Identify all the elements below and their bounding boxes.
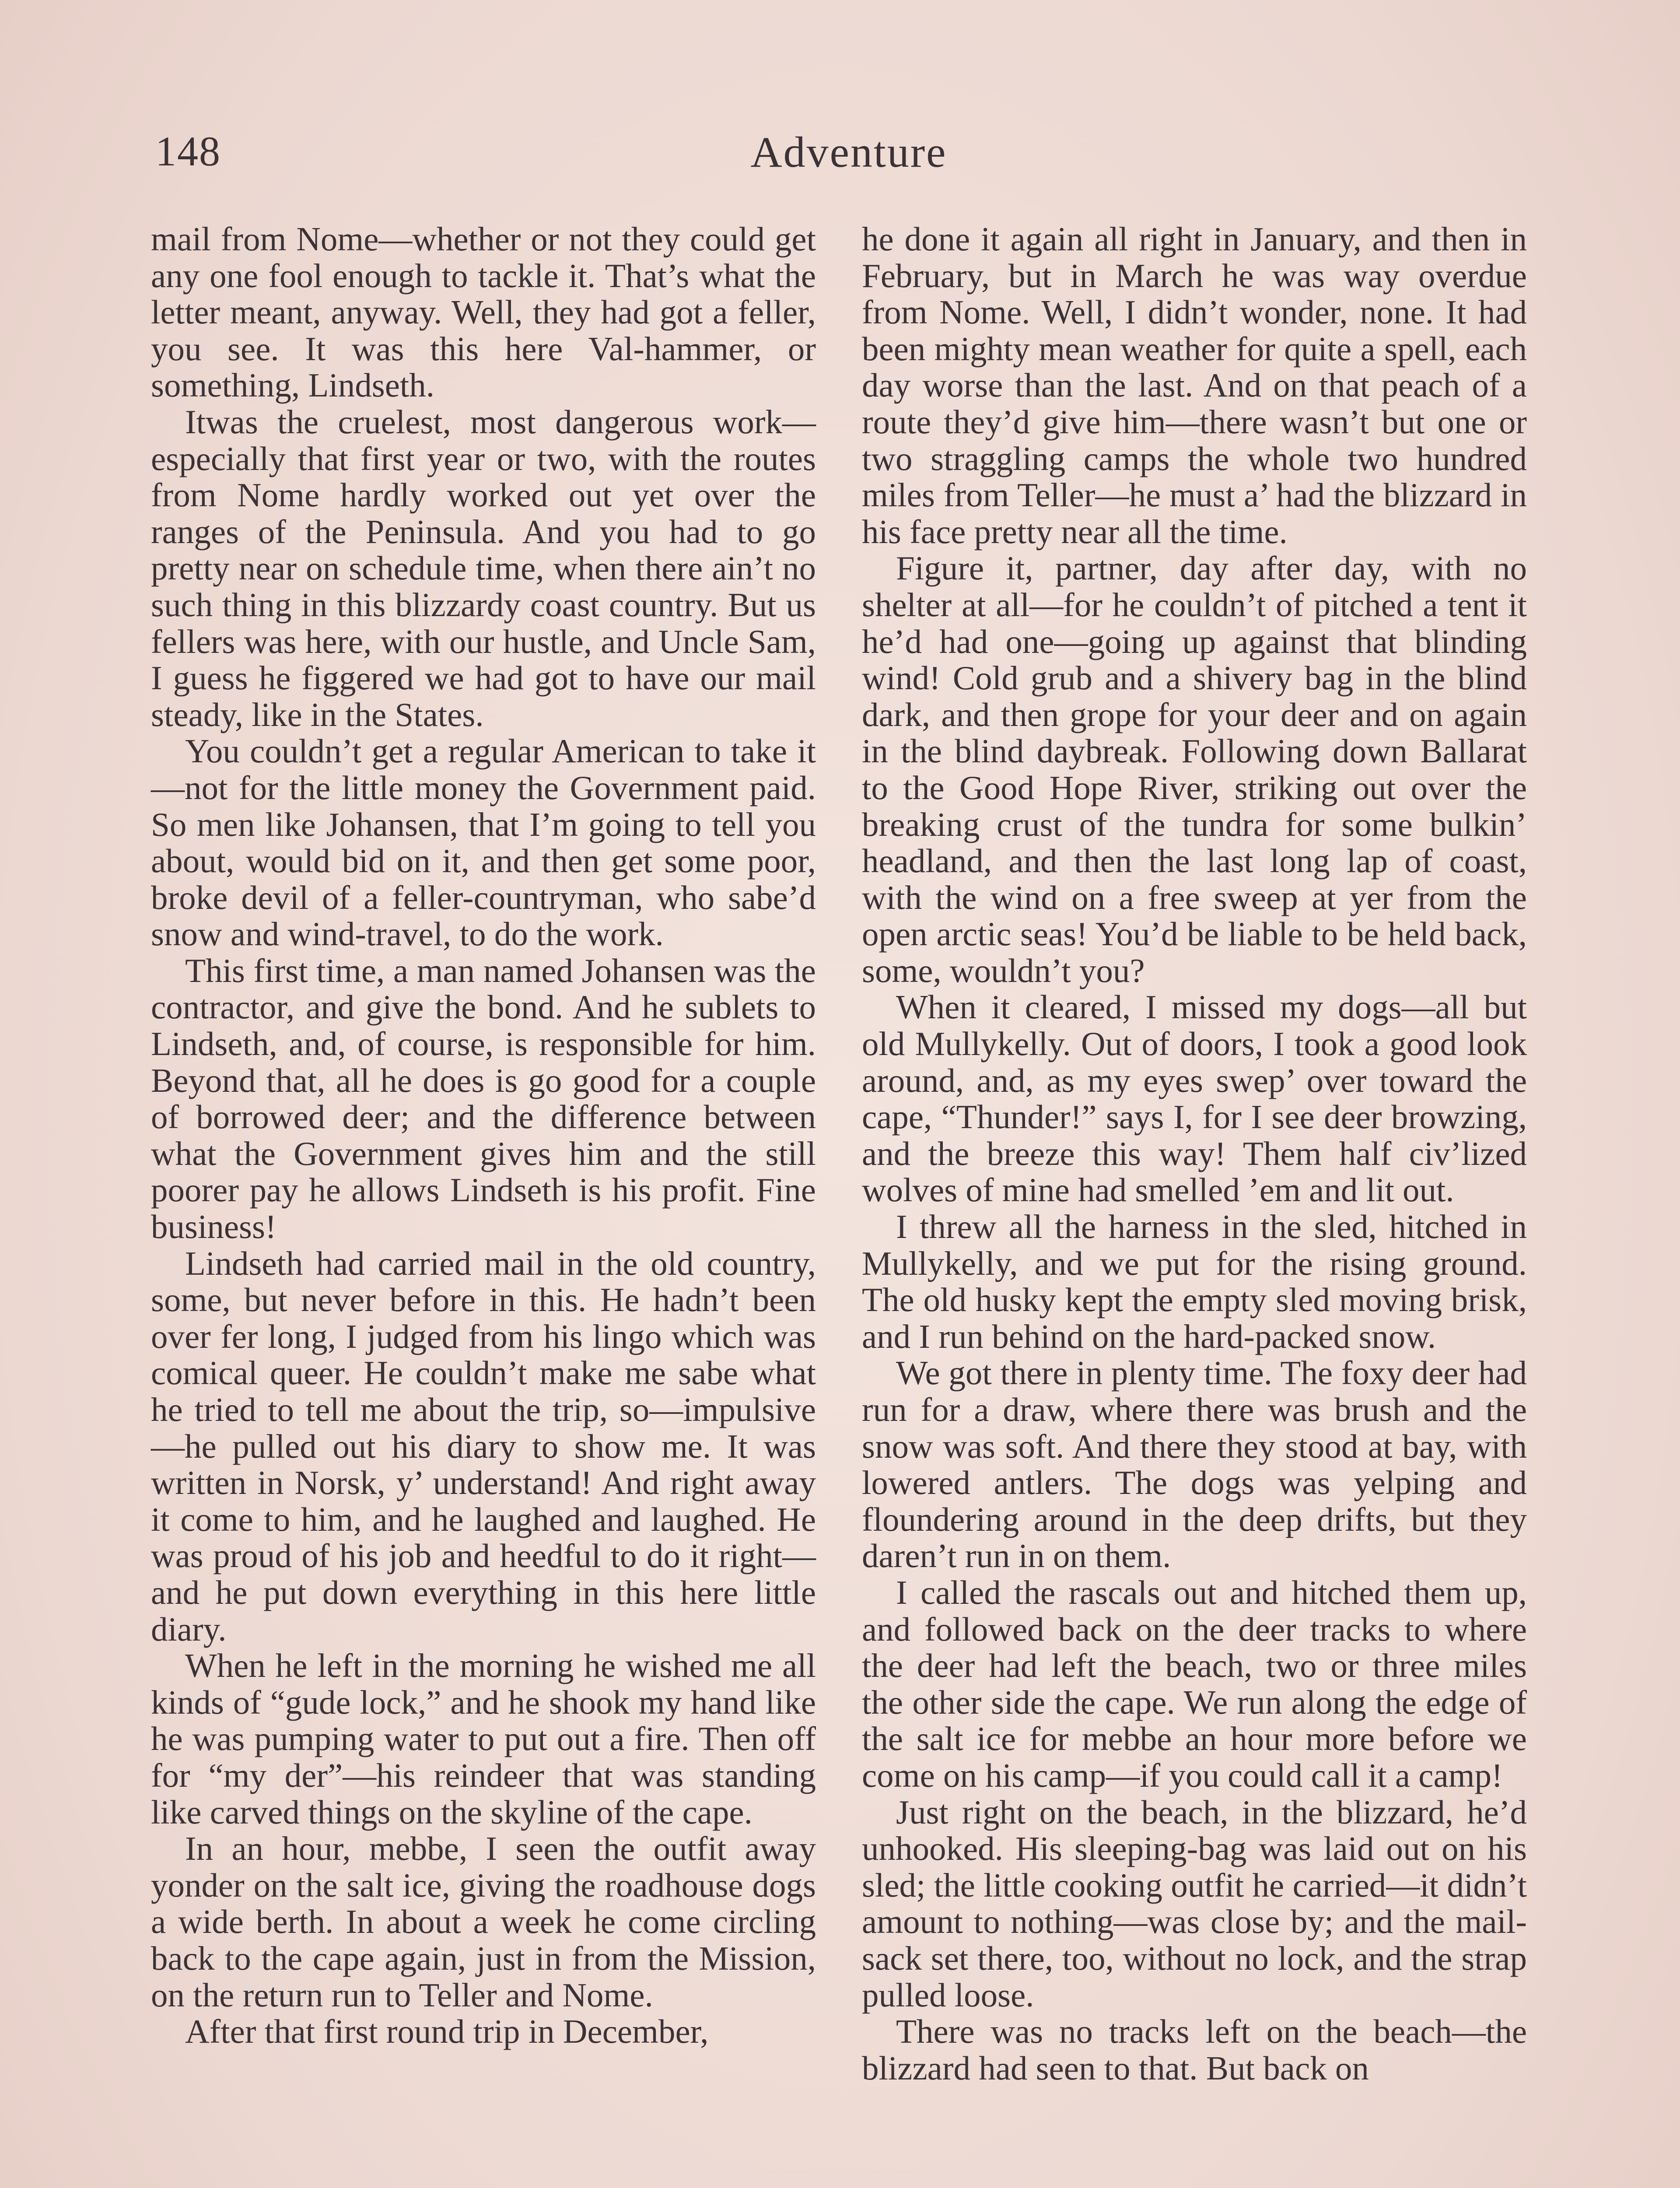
- paragraph: mail from Nome—whether or not they could get any one fool enough to tackle it. That’s what the letter meant, anyway. Well, they had got a feller, you see. It was this here Val-hammer, or something, Lindseth.: [151, 220, 816, 404]
- paragraph: You couldn’t get a regular American to take it—not for the little money the Government paid. So men like Johansen, that I’m going to tell you about, would bid on it, and then get some poor, broke devil of a feller-countryman, who sabe’d snow and wind-travel, to do the work.: [151, 732, 816, 953]
- paragraph: When he left in the morning he wished me all kinds of “gude lock,” and he shook my hand like he was pumping water to put out a fire. Then off for “my der”—his reindeer that was standing like carved things on the skyline of the cape.: [151, 1647, 816, 1831]
- paragraph: Just right on the beach, in the blizzard, he’d unhooked. His sleeping-bag was laid out on his sled; the little cooking outfit he carried—it didn’t amount to nothing—was close by; and the mail-sack set there, too, without no lock, and the strap pulled loose.: [862, 1793, 1527, 2014]
- paragraph: In an hour, mebbe, I seen the outfit away yonder on the salt ice, giving the roadhouse dogs a wide berth. In about a week he come circling back to the cape again, just in from the Mission, on the return run to Teller and Nome.: [151, 1830, 816, 2014]
- paragraph: After that first round trip in December,: [185, 2013, 709, 2051]
- paragraph: he done it again all right in January, and then in February, but in March he was way overdue from Nome. Well, I didn’t wonder, none. It had been mighty mean weather for quite a spell, each day worse than the last. And on that peach of a route they’d give him—there wasn’t but one or two straggling camps the whole two hundred miles from Teller—he must a’ had the blizzard in his face pretty near all the time.: [862, 220, 1527, 551]
- paragraph: Lindseth had carried mail in the old country, some, but never before in this. He hadn’t been over fer long, I judged from his lingo which was comical queer. He couldn’t make me sabe what he tried to tell me about the trip, so—impulsive—he pulled out his diary to show me. It was written in Norsk, y’ understand! And right away it come to him, and he laughed and laughed. He was proud of his job and heedful to do it right—and he put down everything in this here little diary.: [151, 1244, 816, 1648]
- paragraph: We got there in plenty time. The foxy deer had run for a draw, where there was brush and the snow was soft. And there they stood at bay, with lowered antlers. The dogs was yelping and floundering around in the deep drifts, but they daren’t run in on them.: [862, 1354, 1527, 1575]
- page-header: [155, 127, 1542, 184]
- right-column: [862, 221, 1527, 2086]
- running-title: Adventure: [750, 128, 947, 176]
- paragraph: I called the rascals out and hitched them up, and followed back on the deer tracks to where the deer had left the beach, two or three miles the other side the cape. We run along the edge of the salt ice for mebbe an hour more before we come on his camp—if you could call it a camp!: [862, 1573, 1527, 1794]
- paragraph: I threw all the harness in the sled, hitched in Mullykelly, and we put for the rising ground. The old husky kept the empty sled moving brisk, and I run behind on the hard-packed snow.: [862, 1208, 1527, 1355]
- page-number: 148: [155, 128, 221, 175]
- left-column: [151, 221, 816, 2050]
- paragraph: There was no tracks left on the beach—the blizzard had seen to that. But back on: [862, 2013, 1527, 2087]
- paragraph: This first time, a man named Johansen was the contractor, and give the bond. And he sublets to Lindseth, and, of course, is responsible for him. Beyond that, all he does is go good for a couple of borrowed deer; and the difference between what the Government gives him and the still poorer pay he allows Lindseth is his profit. Fine business!: [151, 951, 816, 1246]
- paragraph: Figure it, partner, day after day, with no shelter at all—for he couldn’t of pitched a tent it he’d had one—going up against that blinding wind! Cold grub and a shivery bag in the blind dark, and then grope for your deer and on again in the blind daybreak. Following down Ballarat to the Good Hope River, striking out over the breaking crust of the tundra for some bulkin’ headland, and then the last long lap of coast, with the wind on a free sweep at yer from the open arctic seas! You’d be liable to be held back, some, wouldn’t you?: [862, 549, 1527, 989]
- paragraph: Itwas the cruelest, most dangerous work—especially that first year or two, with the routes from Nome hardly worked out yet over the ranges of the Peninsula. And you had to go pretty near on schedule time, when there ain’t no such thing in this blizzardy coast country. But us fellers was here, with our hustle, and Uncle Sam, I guess he figgered we had got to have our mail steady, like in the States.: [151, 403, 816, 733]
- paragraph: When it cleared, I missed my dogs—all but old Mullykelly. Out of doors, I took a good look around, and, as my eyes swep’ over toward the cape, “Thunder!” says I, for I see deer browzing, and the breeze this way! Them half civ’lized wolves of mine had smelled ’em and lit out.: [862, 988, 1527, 1209]
